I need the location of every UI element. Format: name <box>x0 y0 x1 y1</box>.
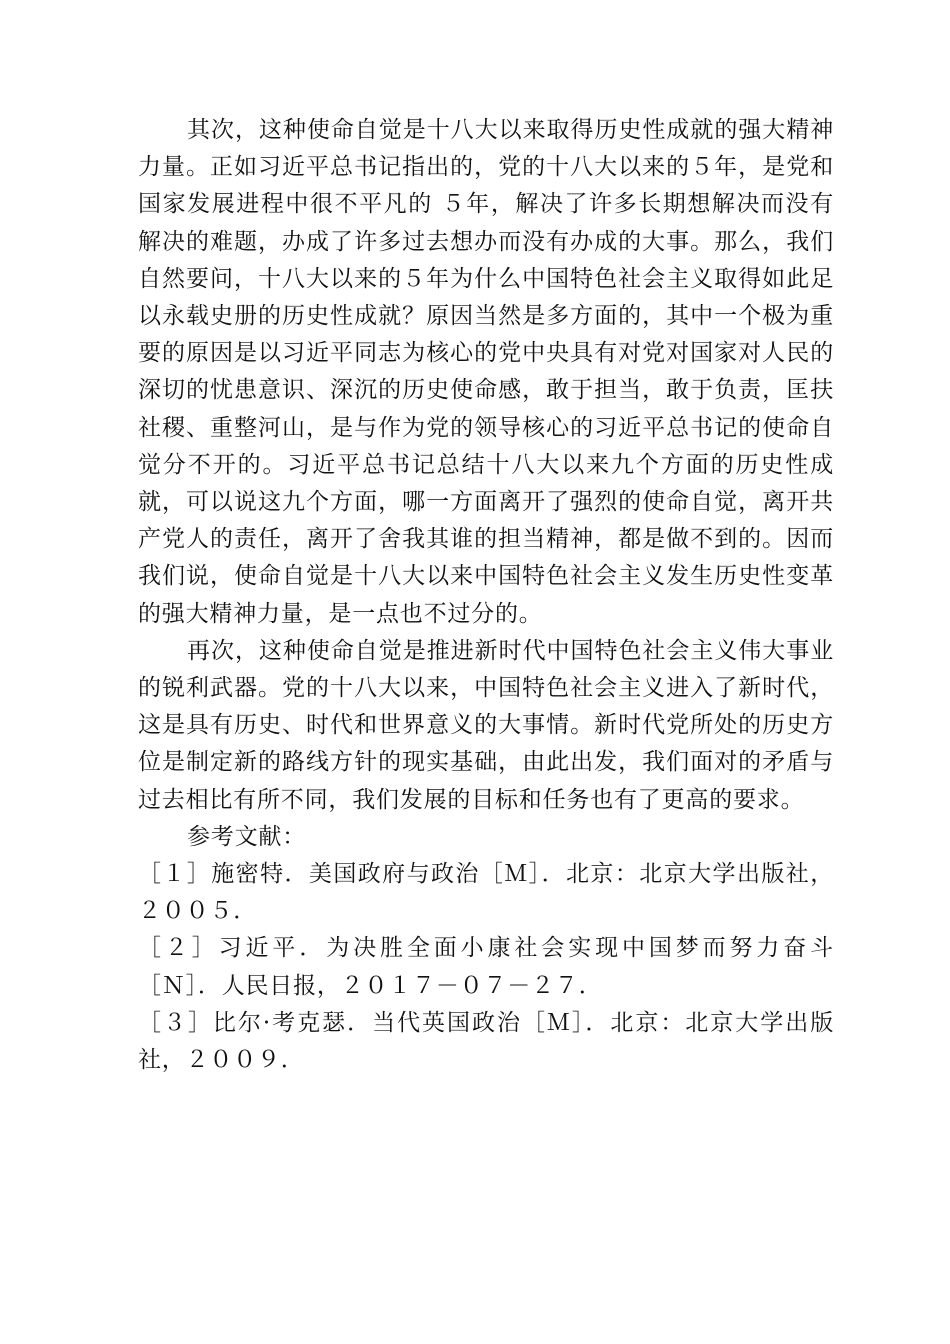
document-page <box>138 112 834 1079</box>
reference-item: ［２］习近平．为决胜全面小康社会实现中国梦而努力奋斗［Ｎ］．人民日报，２０１７－０７－２７． <box>138 935 834 999</box>
body-paragraph: 其次，这种使命自觉是十八大以来取得历史性成就的强大精神力量。正如习近平总书记指出的，党的十八大以来的５年，是党和国家发展进程中很不平凡的 ５年，解决了许多长期想解决而没有解决的难题，办成了许多过去想办而没有办成的大事。那么，我们自然要问，十八大以来的５年为什么中国特色社会主义取得如此足以永载史册的历史性成就？原因当然是多方面的，其中一个极为重要的原因是以习近平同志为核心的党中央具有对党对国家对人民的深切的忧患意识、深沉的历史使命感，敢于担当，敢于负责，匡扶社稷、重整河山，是与作为党的领导核心的习近平总书记的使命自觉分不开的。习近平总书记总结十八大以来九个方面的历史性成就，可以说这九个方面，哪一方面离开了强烈的使命自觉，离开共产党人的责任，离开了舍我其谁的担当精神，都是做不到的。因而我们说，使命自觉是十八大以来中国特色社会主义发生历史性变革的强大精神力量，是一点也不过分的。 <box>138 117 834 627</box>
reference-item: ［１］施密特．美国政府与政治［Ｍ］．北京：北京大学出版社，２００５． <box>138 861 834 925</box>
reference-item: ［３］比尔·考克瑟．当代英国政治［Ｍ］．北京：北京大学出版社，２００９． <box>138 1009 834 1074</box>
body-paragraph: 再次，这种使命自觉是推进新时代中国特色社会主义伟大事业的锐利武器。党的十八大以来，中国特色社会主义进入了新时代，这是具有历史、时代和世界意义的大事情。新时代党所处的历史方位是制定新的路线方针的现实基础，由此出发，我们面对的矛盾与过去相比有所不同，我们发展的目标和任务也有了更高的要求。 <box>138 637 834 813</box>
references-heading: 参考文献： <box>187 823 306 850</box>
